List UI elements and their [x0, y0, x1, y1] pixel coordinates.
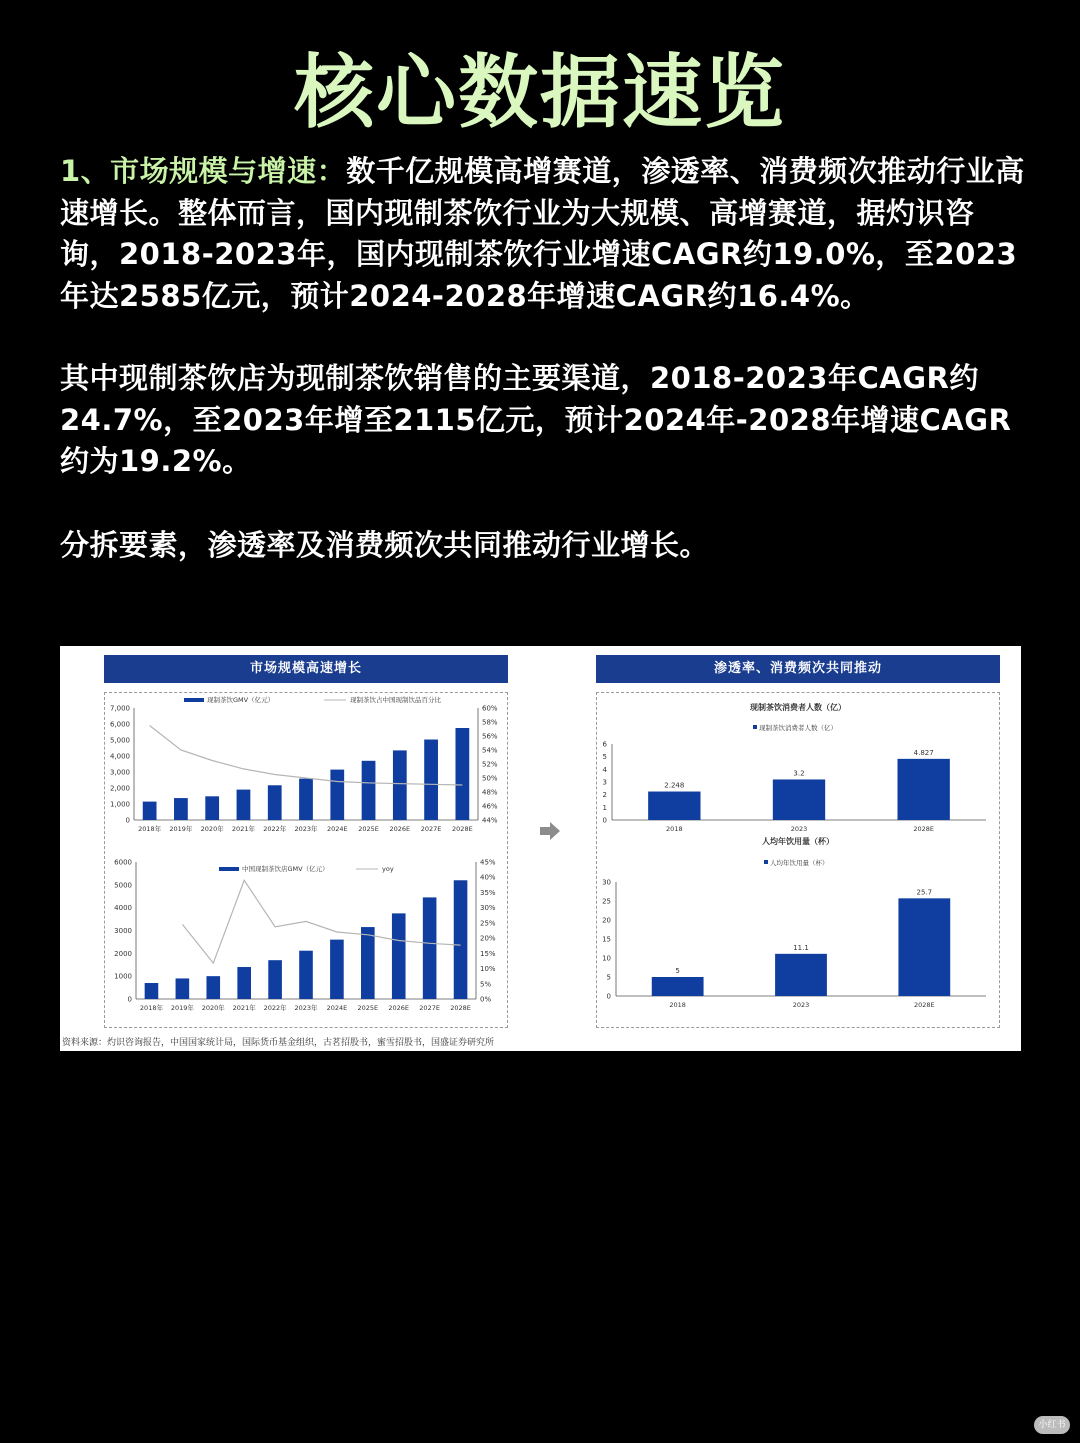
arrow-right-icon [538, 820, 562, 842]
left-tick-label: 5,000 [109, 736, 130, 745]
bar [237, 790, 251, 820]
bar [361, 927, 375, 999]
legend-bar-label: 现制茶饮GMV（亿元） [207, 696, 275, 704]
chart-cups-per-capita [596, 836, 1000, 1018]
y-tick-label: 0 [602, 816, 607, 825]
bar [174, 798, 188, 820]
y-tick-label: 30 [602, 878, 611, 887]
bar [897, 759, 949, 820]
left-tick-label: 1,000 [109, 800, 130, 809]
bar [648, 792, 700, 820]
y-tick-label: 15 [602, 935, 611, 944]
x-tick-label: 2023年 [294, 825, 318, 833]
x-tick-label: 2027E [420, 825, 442, 833]
bar [237, 967, 251, 999]
x-tick-label: 2023年 [294, 1004, 318, 1012]
left-tick-label: 0 [125, 816, 130, 825]
data-label: 25.7 [916, 888, 933, 897]
data-label: 4.827 [913, 748, 934, 757]
x-tick-label: 2024E [326, 825, 348, 833]
x-tick-label: 2021年 [231, 825, 255, 833]
y-tick-label: 2 [602, 791, 607, 800]
legend-line-label: 现制茶饮占中国现制饮品百分比 [350, 696, 441, 704]
data-label: 11.1 [793, 943, 809, 952]
left-tick-label: 6,000 [109, 720, 130, 729]
bar [268, 785, 282, 820]
watermark-logo: 小红书 [1034, 1416, 1070, 1434]
page-title: 核心数据速览 [294, 46, 786, 139]
right-panel-header: 渗透率、消费频次共同推动 [596, 655, 1000, 683]
bar [454, 880, 468, 999]
y-tick-label: 4 [602, 765, 607, 774]
paragraph-channel: 其中现制茶饮店为现制茶饮销售的主要渠道，2018-2023年CAGR约24.7%，至2023年增至2115亿元，预计2024年-2028年增速CAGR约为19.2%。 [60, 361, 1012, 478]
right-tick-label: 60% [482, 704, 498, 713]
bar [652, 977, 704, 996]
left-tick-label: 7,000 [109, 704, 130, 713]
x-tick-label: 2025E [357, 1004, 379, 1012]
x-tick-label: 2026E [388, 1004, 410, 1012]
right-tick-label: 0% [480, 995, 492, 1004]
chart-store-gmv [104, 851, 508, 1021]
right-tick-label: 52% [482, 760, 498, 769]
left-tick-label: 1000 [114, 972, 132, 981]
x-tick-label: 2023 [790, 825, 808, 833]
line-series [150, 726, 463, 786]
x-tick-label: 2025E [358, 825, 379, 833]
chart-title: 人均年饮用量（杯） [762, 837, 834, 846]
y-tick-label: 20 [602, 916, 611, 925]
x-tick-label: 2028E [913, 825, 934, 833]
right-tick-label: 54% [482, 746, 498, 755]
line-series [182, 880, 460, 963]
left-tick-label: 3,000 [109, 768, 130, 777]
legend-bar-swatch [184, 698, 204, 702]
x-tick-label: 2028E [450, 1004, 471, 1012]
left-panel-header: 市场规模高速增长 [104, 655, 508, 683]
bar [143, 802, 157, 820]
right-tick-label: 44% [482, 816, 498, 825]
right-tick-label: 15% [480, 949, 496, 958]
legend-label: 人均年饮用量（杯） [770, 859, 829, 867]
y-tick-label: 5 [602, 753, 607, 762]
left-tick-label: 3000 [114, 927, 132, 935]
paragraph-market-size [60, 151, 1025, 317]
left-tick-label: 4000 [114, 904, 132, 913]
right-tick-label: 58% [482, 718, 498, 727]
legend-label: 现制茶饮消费者人数（亿） [759, 724, 837, 732]
paragraph-drivers: 分拆要素，渗透率及消费频次共同推动行业增长。 [60, 528, 710, 562]
x-tick-label: 2020年 [200, 825, 224, 833]
y-tick-label: 10 [602, 954, 611, 963]
y-tick-label: 0 [606, 992, 611, 1001]
data-label: 5 [675, 967, 680, 975]
bar [299, 951, 313, 999]
x-tick-label: 2022年 [263, 1004, 287, 1012]
source-note: 资料来源：灼识咨询报告，中国国家统计局，国际货币基金组织，古茗招股书，蜜雪招股书，国盛证券研究所 [62, 1038, 495, 1048]
x-tick-label: 2018年 [138, 825, 162, 833]
right-tick-label: 25% [480, 919, 496, 928]
x-tick-label: 2023 [792, 1001, 810, 1009]
x-tick-label: 2018年 [139, 1004, 163, 1012]
legend-swatch [764, 860, 768, 864]
right-tick-label: 20% [480, 934, 496, 943]
paragraph-body: 数千亿规模高增赛道，渗透率、消费频次推动行业高速增长。整体而言，国内现制茶饮行业为大规模、高增赛道，据灼识咨询，2018-2023年，国内现制茶饮行业增速CAGR约19.0%，至2023年达2585亿元，预计2024-2028年增速CAGR约16.4%。 [60, 154, 1025, 313]
right-tick-label: 35% [480, 888, 496, 897]
chart-gmv [104, 692, 508, 842]
right-tick-label: 10% [480, 965, 496, 974]
x-tick-label: 2018 [666, 825, 683, 833]
bar [775, 954, 827, 996]
bar [205, 796, 219, 820]
right-tick-label: 50% [482, 774, 498, 783]
bar [362, 761, 376, 820]
bar [898, 898, 950, 996]
bar [423, 897, 437, 999]
right-tick-label: 48% [482, 788, 498, 797]
bar [393, 750, 407, 820]
x-tick-label: 2024E [326, 1004, 348, 1012]
legend-bar-swatch [219, 867, 239, 871]
y-tick-label: 6 [602, 740, 607, 749]
right-tick-label: 56% [482, 732, 498, 741]
right-tick-label: 46% [482, 802, 498, 811]
y-tick-label: 25 [602, 897, 611, 906]
chart-title: 现制茶饮消费者人数（亿） [750, 703, 846, 712]
bar [424, 740, 438, 820]
y-tick-label: 1 [602, 803, 607, 812]
x-tick-label: 2021年 [232, 1004, 256, 1012]
left-tick-label: 2000 [114, 949, 132, 958]
bar [773, 779, 825, 820]
legend-swatch [753, 725, 757, 729]
bar [206, 976, 220, 999]
right-tick-label: 45% [480, 858, 496, 867]
x-tick-label: 2019年 [169, 825, 193, 833]
chart-figure [60, 646, 1021, 1051]
x-tick-label: 2020年 [201, 1004, 225, 1012]
bar [268, 960, 282, 999]
left-tick-label: 0 [127, 995, 132, 1004]
left-tick-label: 2,000 [109, 784, 130, 793]
legend-line-label: yoy [382, 865, 394, 873]
bar [299, 779, 313, 820]
bar [330, 940, 344, 999]
left-tick-label: 4,000 [109, 752, 130, 761]
y-tick-label: 3 [602, 778, 607, 787]
paragraph-heading: 1、市场规模与增速： [60, 154, 347, 188]
x-tick-label: 2028E [914, 1001, 935, 1009]
data-label: 2.248 [664, 781, 685, 790]
left-tick-label: 6000 [114, 858, 132, 867]
right-tick-label: 30% [480, 904, 496, 913]
bar [176, 978, 190, 999]
x-tick-label: 2018 [669, 1001, 686, 1009]
bar [455, 728, 469, 820]
legend-bar-label: 中国现制茶饮店GMV（亿元） [242, 865, 329, 873]
y-tick-label: 5 [606, 973, 611, 982]
x-tick-label: 2026E [389, 825, 411, 833]
bar [145, 983, 159, 999]
bar [392, 913, 406, 999]
data-label: 3.2 [793, 769, 805, 778]
right-tick-label: 40% [480, 873, 496, 882]
x-tick-label: 2022年 [263, 825, 287, 833]
right-tick-label: 5% [480, 980, 492, 989]
x-tick-label: 2027E [419, 1004, 440, 1012]
x-tick-label: 2028E [452, 825, 473, 833]
bar [330, 770, 344, 820]
left-tick-label: 5000 [114, 881, 132, 890]
chart-consumers [596, 696, 1000, 838]
x-tick-label: 2019年 [170, 1004, 194, 1012]
